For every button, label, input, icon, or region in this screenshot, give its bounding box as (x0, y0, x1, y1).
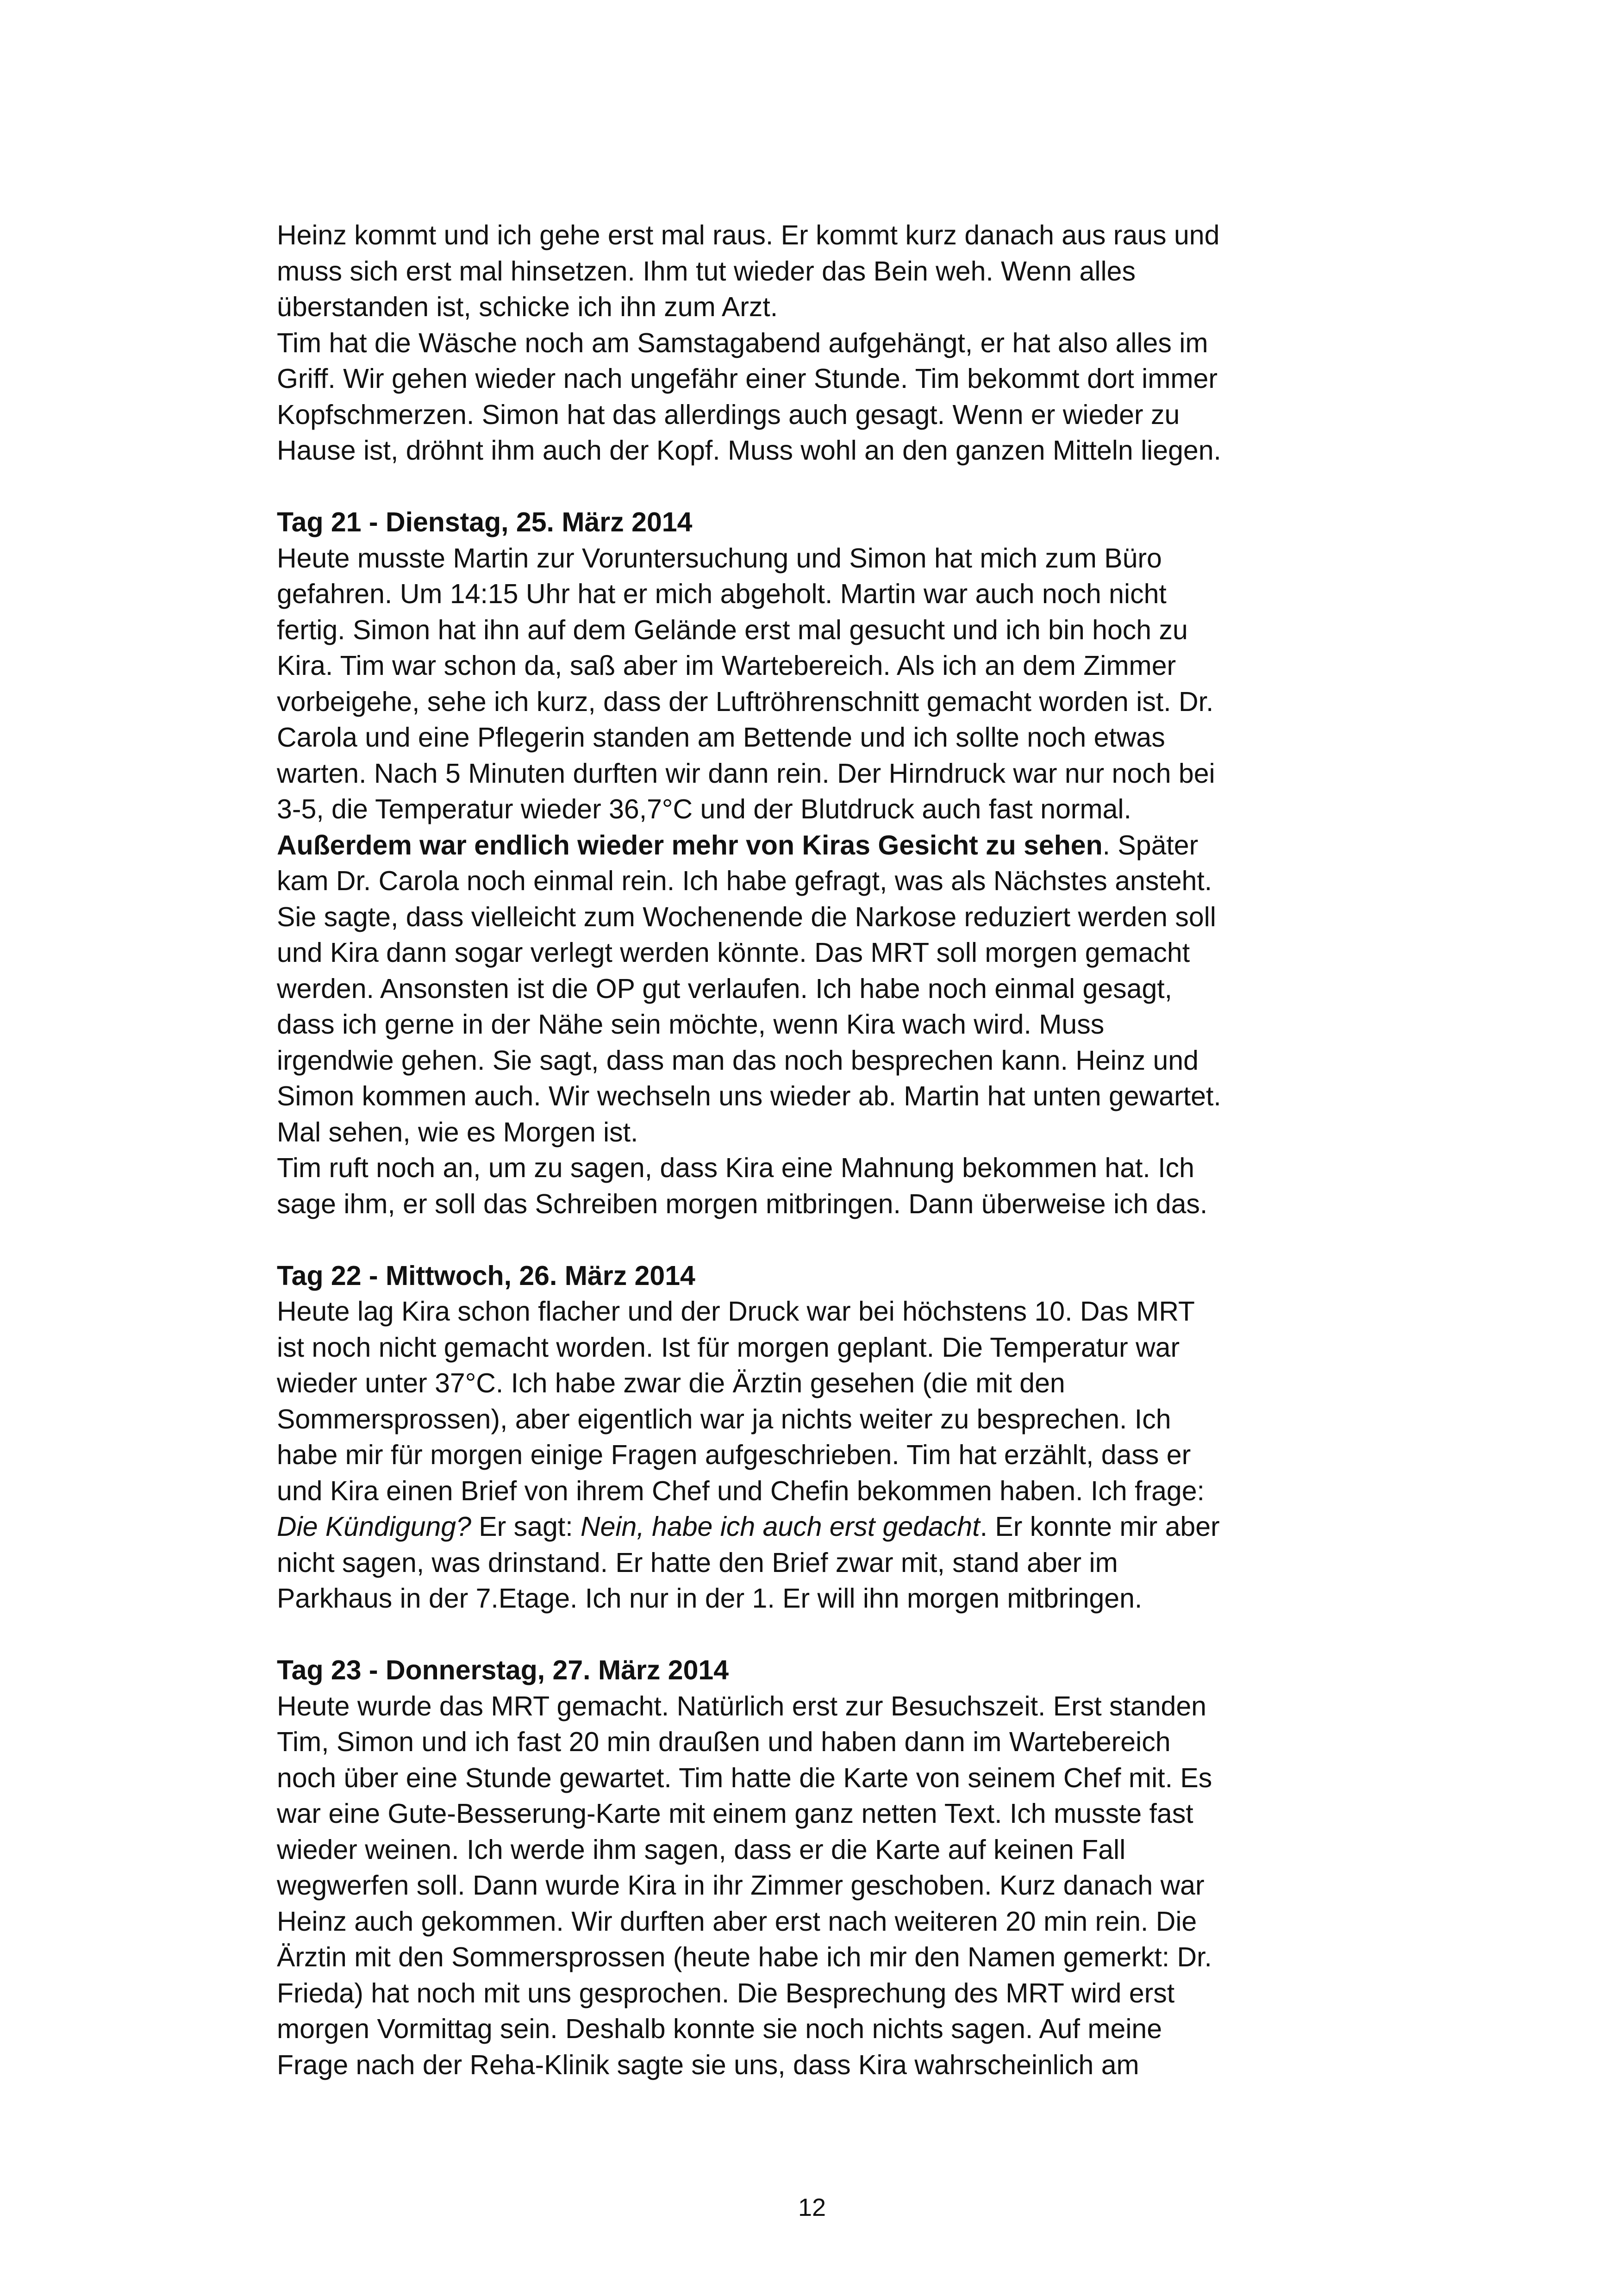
entry-text: . Er konnte mir aber nicht sagen, was drinstand. Er hatte den Brief zwar mit, stand aber im Parkhaus in der 7.Etage. Ich nur in der 1. Er will ihn morgen mitbringen. (277, 1511, 1220, 1614)
entry-text: Heute musste Martin zur Voruntersuchung und Simon hat mich zum Büro gefahren. Um 14:15 Uhr hat er mich abgeholt. Martin war auch noch nicht fertig. Simon hat ihn auf dem Gelände erst mal gesucht und ich bin hoch zu Kira. Tim war schon da, saß aber im Wartebereich. Als ich an dem Zimmer vorbeigehe, sehe ich kurz, dass der Luftröhrenschnitt gemacht worden ist. Dr. Carola und eine Pflegerin standen am Bettende und ich sollte noch etwas warten. Nach 5 Minuten durften wir dann rein. Der Hirndruck war nur noch bei 3-5, die Temperatur wieder 36,7°C und der Blutdruck auch fast normal. (277, 543, 1215, 824)
entry-text: Heute lag Kira schon flacher und der Druck war bei höchstens 10. Das MRT ist noch nicht gemacht worden. Ist für morgen geplant. Die Temperatur war wieder unter 37°C. Ich habe zwar die Ärztin gesehen (die mit den Sommersprossen), aber eigentlich war ja nichts weiter zu besprechen. Ich habe mir für morgen einige Fragen aufgeschrieben. Tim hat erzählt, dass er und Kira einen Brief von ihrem Chef und Chefin bekommen haben. Ich frage: (277, 1296, 1205, 1506)
entry-heading: Tag 23 - Donnerstag, 27. März 2014 (277, 1655, 729, 1685)
entry-paragraph (277, 1294, 1369, 1617)
paragraph-intro-a: Heinz kommt und ich gehe erst mal raus. Er kommt kurz danach aus raus und muss sich erst mal hinsetzen. Ihm tut wieder das Bein weh. Wenn alles überstanden ist, schicke ich ihn zum Arzt. (277, 220, 1220, 322)
entry-text-italic: Nein, habe ich auch erst gedacht (580, 1511, 980, 1542)
document-body (277, 218, 1369, 2083)
diary-entry-tag-21 (277, 505, 1369, 1222)
entry-paragraph (277, 541, 1369, 1151)
entry-text: . Später kam Dr. Carola noch einmal rein. Ich habe gefragt, was als Nächstes ansteht. Sie sagte, dass vielleicht zum Wochenende die Narkose reduziert werden soll und Kira dann sogar verlegt werden könnte. Das MRT soll morgen gemacht werden. Ansonsten ist die OP gut verlaufen. Ich habe noch einmal gesagt, dass ich gerne in der Nähe sein möchte, wenn Kira wach wird. Muss irgendwie gehen. Sie sagt, dass man das noch besprechen kann. Heinz und Simon kommen auch. Wir wechseln uns wieder ab. Martin hat unten gewartet. Mal sehen, wie es Morgen ist. (277, 829, 1221, 1148)
entry-text-italic: Die Kündigung? (277, 1511, 471, 1542)
diary-entry-tag-22 (277, 1258, 1369, 1617)
entry-text-bold: Außerdem war endlich wieder mehr von Kiras Gesicht zu sehen (277, 829, 1103, 861)
paragraph-intro-b: Tim hat die Wäsche noch am Samstagabend aufgehängt, er hat also alles im Griff. Wir gehen wieder nach ungefähr einer Stunde. Tim bekommt dort immer Kopfschmerzen. Simon hat das allerdings auch gesagt. Wenn er wieder zu Hause ist, dröhnt ihm auch der Kopf. Muss wohl an den ganzen Mitteln liegen. (277, 327, 1221, 466)
entry-paragraph: Tim ruft noch an, um zu sagen, dass Kira eine Mahnung bekommen hat. Ich sage ihm, er soll das Schreiben morgen mitbringen. Dann überweise ich das. (277, 1153, 1208, 1219)
diary-entry-tag-23 (277, 1653, 1369, 2083)
entry-paragraph: Heute wurde das MRT gemacht. Natürlich erst zur Besuchszeit. Erst standen Tim, Simon und ich fast 20 min draußen und haben dann im Wartebereich noch über eine Stunde gewartet. Tim hatte die Karte von seinem Chef mit. Es war eine Gute-Besserung-Karte mit einem ganz netten Text. Ich musste fast wieder weinen. Ich werde ihm sagen, dass er die Karte auf keinen Fall wegwerfen soll. Dann wurde Kira in ihr Zimmer geschoben. Kurz danach war Heinz auch gekommen. Wir durften aber erst nach weiteren 20 min rein. Die Ärztin mit den Sommersprossen (heute habe ich mir den Namen gemerkt: Dr. Frieda) hat noch mit uns gesprochen. Die Besprechung des MRT wird erst morgen Vormittag sein. Deshalb konnte sie noch nichts sagen. Auf meine Frage nach der Reha-Klinik sagte sie uns, dass Kira wahrscheinlich am (277, 1690, 1212, 2080)
entry-text: Er sagt: (471, 1511, 581, 1542)
page-number: 12 (798, 2194, 826, 2221)
entry-heading: Tag 22 - Mittwoch, 26. März 2014 (277, 1260, 695, 1291)
entry-heading: Tag 21 - Dienstag, 25. März 2014 (277, 507, 693, 537)
